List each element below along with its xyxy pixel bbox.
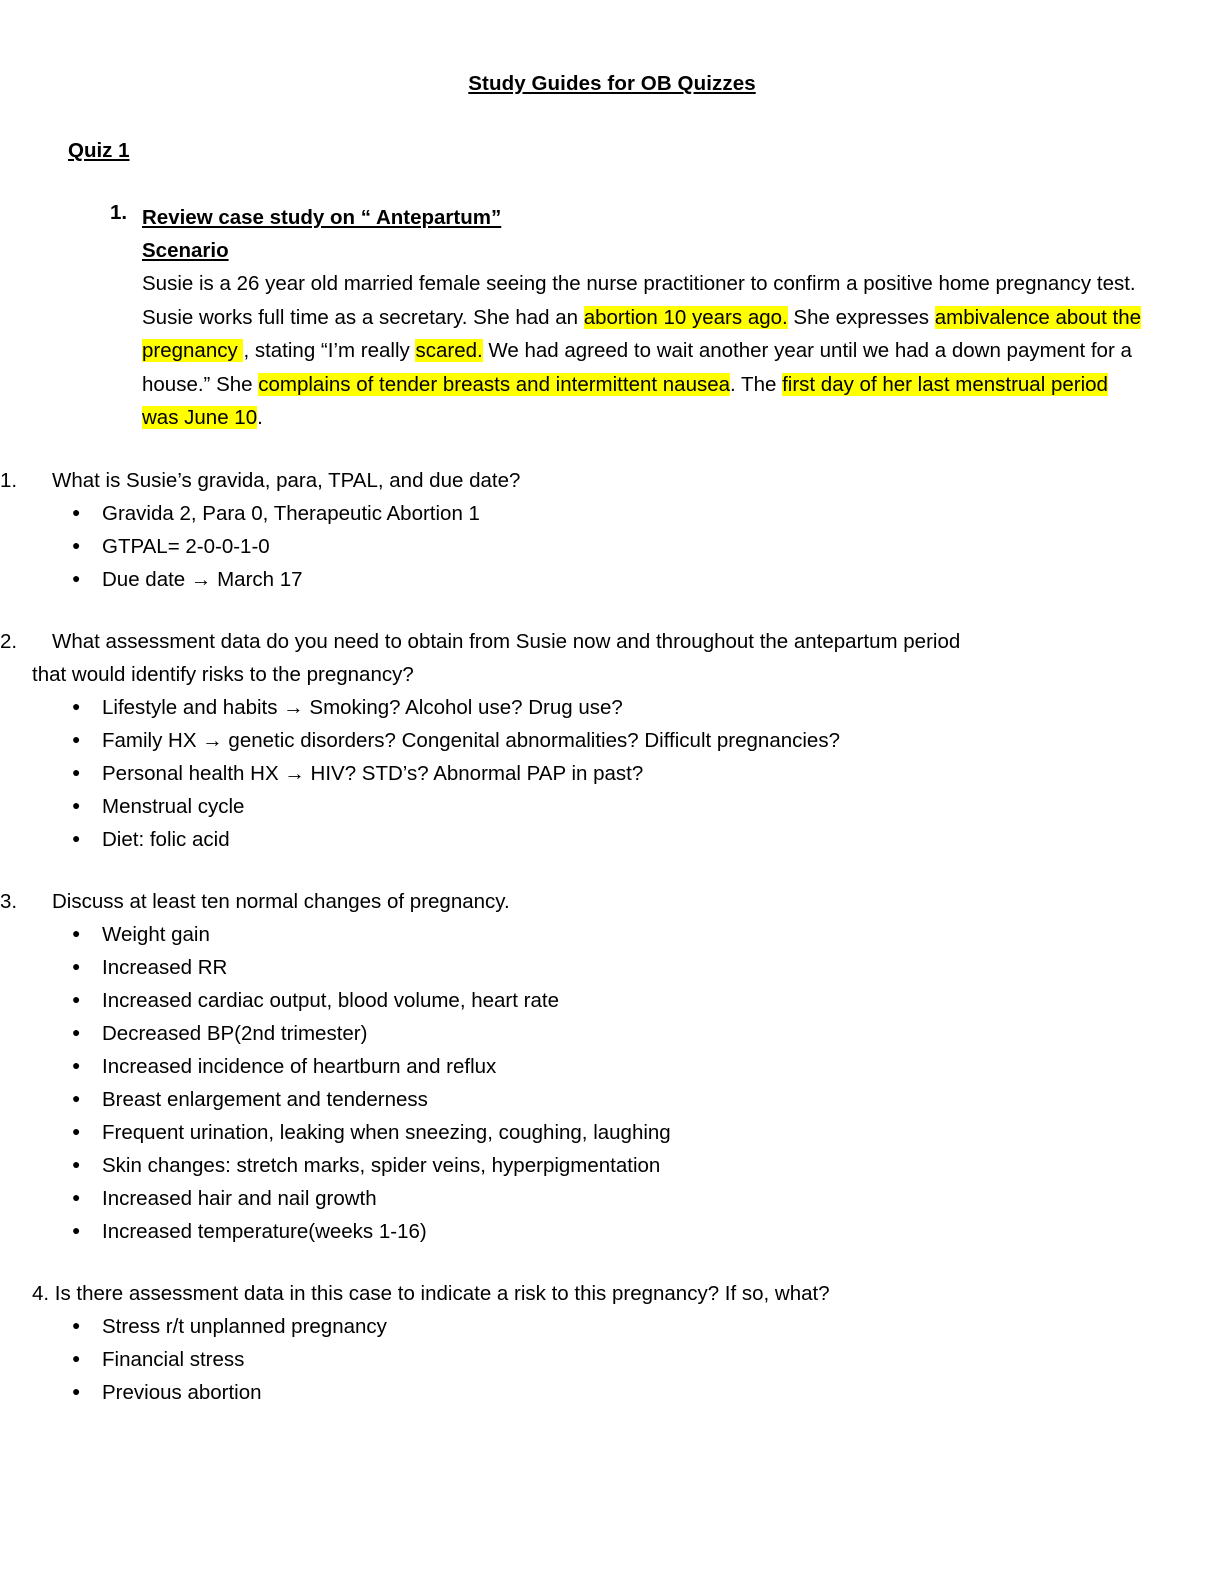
scenario-text: . (257, 406, 263, 429)
question-line (0, 885, 997, 918)
item-1-body (110, 201, 1224, 435)
list-item: ● Skin changes: stretch marks, spider veins, hyperpigmentation (72, 1149, 1224, 1182)
questions-list (0, 464, 1224, 1409)
question-line: 4. Is there assessment data in this case to indicate a risk to this pregnancy? If so, what? (32, 1281, 830, 1305)
question-group (0, 625, 1224, 856)
highlighted-text: complains of tender breasts and intermittent nausea (258, 372, 731, 396)
list-item: ● Frequent urination, leaking when sneezing, coughing, laughing (72, 1116, 1224, 1149)
list-item: ● Increased temperature(weeks 1-16) (72, 1215, 1224, 1248)
list-item: ● Breast enlargement and tenderness (72, 1083, 1224, 1116)
question-number: 2. (0, 629, 18, 653)
list-item: ● Diet: folic acid (72, 823, 1224, 856)
question-text: Discuss at least ten normal changes of pregnancy. (52, 889, 510, 913)
highlighted-text: abortion 10 years ago. (583, 305, 788, 329)
scenario-text: We had agreed to wait another year until we had a down payment for a house.” She (142, 339, 1132, 396)
page-title: Study Guides for OB Quizzes (468, 72, 756, 95)
question-group (0, 1277, 1224, 1409)
list-item: ● Menstrual cycle (72, 790, 1224, 823)
scenario-heading: Scenario (142, 239, 229, 262)
question-number: 3. (0, 889, 18, 913)
question-bullets (0, 497, 1224, 596)
question-bullets (0, 691, 1224, 856)
list-item: ● Increased cardiac output, blood volume, heart rate (72, 984, 1224, 1017)
list-item: ● Family HX → genetic disorders? Congenital abnormalities? Difficult pregnancies? (72, 724, 1224, 757)
list-item: ● Increased hair and nail growth (72, 1182, 1224, 1215)
quiz-heading: Quiz 1 (68, 139, 130, 162)
question-bullets (32, 1310, 1224, 1409)
list-item: ● Increased RR (72, 951, 1224, 984)
list-item: ● Lifestyle and habits → Smoking? Alcohol use? Drug use? (72, 691, 1224, 724)
list-item: ● Due date → March 17 (72, 563, 1224, 596)
scenario-text: . The (730, 372, 783, 396)
numbered-item-1 (0, 163, 1224, 435)
question-group (0, 464, 1224, 596)
question-line (0, 625, 997, 691)
question-line (0, 464, 997, 497)
question-number: 1. (0, 468, 18, 492)
list-item: ● Gravida 2, Para 0, Therapeutic Abortion 1 (72, 497, 1224, 530)
question-group (0, 885, 1224, 1248)
case-study-heading: Review case study on “ Antepartum” (142, 206, 502, 229)
list-item: ● Personal health HX → HIV? STD’s? Abnormal PAP in past? (72, 757, 1224, 790)
scenario-paragraph (142, 267, 1150, 435)
list-item: ● Increased incidence of heartburn and reflux (72, 1050, 1224, 1083)
item-1-number: 1. (110, 201, 128, 224)
highlighted-text: scared. (415, 339, 483, 362)
highlighted-text: first day of her last menstrual period was June 10 (142, 372, 1108, 429)
question-text: What assessment data do you need to obtain from Susie now and throughout the antepartum period that would identify risks to the pregnancy? (32, 629, 961, 686)
question-bullets (0, 918, 1224, 1248)
list-item: ● Decreased BP(2nd trimester) (72, 1017, 1224, 1050)
highlighted-text: ambivalence about the pregnancy (142, 305, 1141, 362)
question-text: What is Susie’s gravida, para, TPAL, and due date? (52, 468, 521, 492)
list-item: ● Weight gain (72, 918, 1224, 951)
list-item: ● Financial stress (72, 1343, 1224, 1376)
scenario-text: She expresses (787, 305, 935, 329)
scenario-text: Susie is a 26 year old married female seeing the nurse practitioner to confirm a positive home pregnancy test. Susie works full time as a secretary. She had an (142, 272, 1136, 329)
list-item: ● GTPAL= 2-0-0-1-0 (72, 530, 1224, 563)
scenario-text: , stating “I’m really (243, 339, 416, 362)
list-item: ● Stress r/t unplanned pregnancy (72, 1310, 1224, 1343)
list-item: ● Previous abortion (72, 1376, 1224, 1409)
